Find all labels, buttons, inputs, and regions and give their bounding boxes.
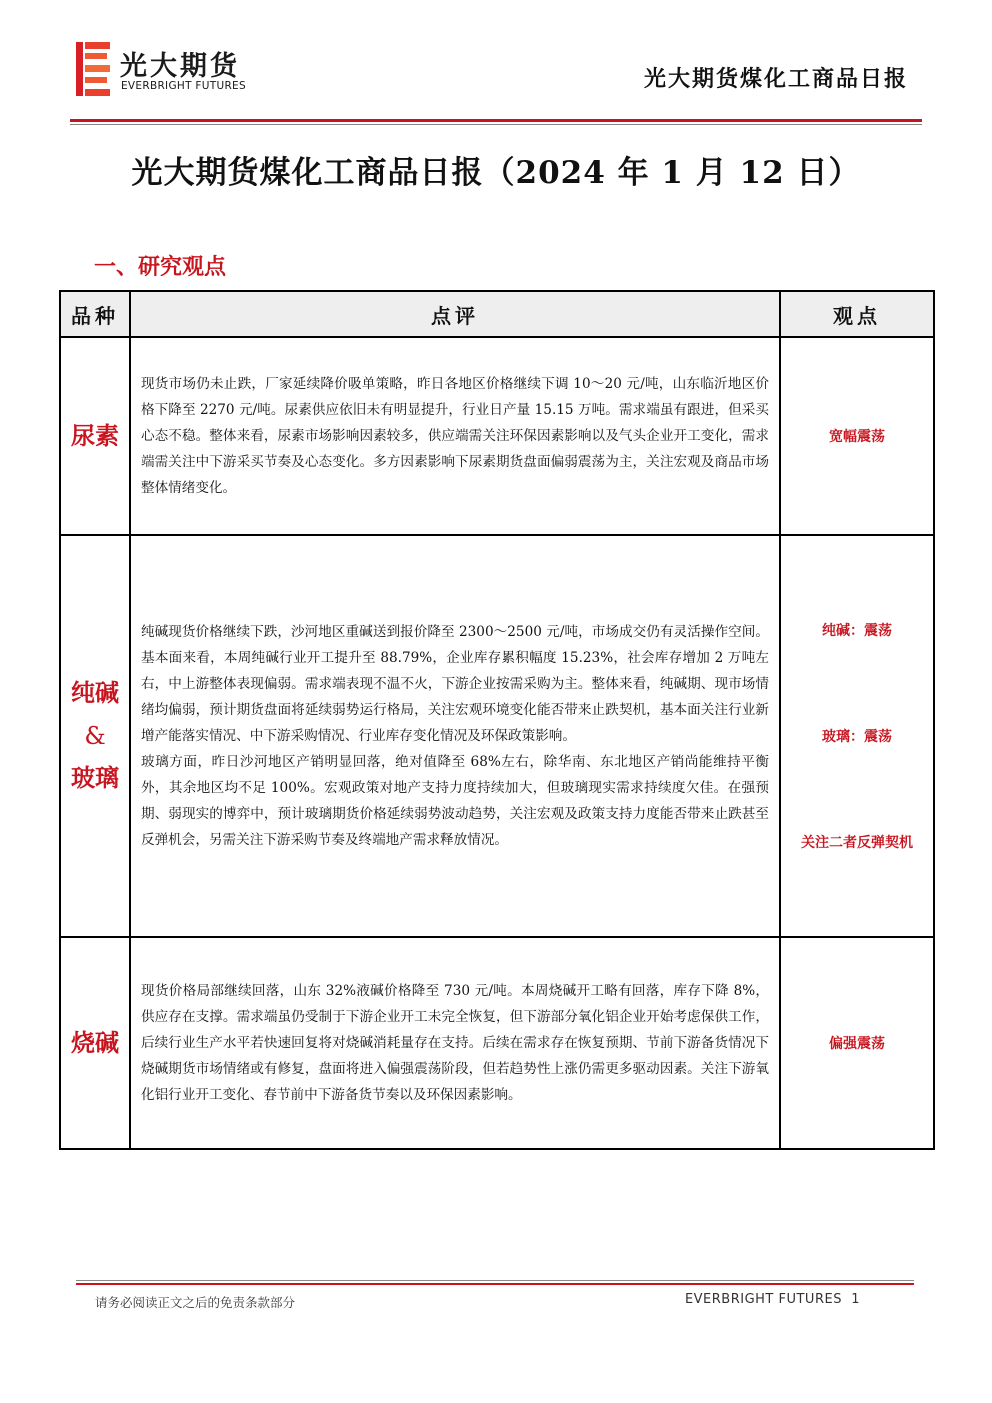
header-comment: 点评: [130, 291, 780, 337]
variety-ampersand: &: [84, 721, 106, 750]
header-divider-gray: [70, 124, 922, 125]
view-rebound: 关注二者反弹契机: [801, 835, 913, 851]
variety-urea: 尿素: [71, 420, 119, 450]
footer-divider-red: [76, 1283, 914, 1285]
comment-glass: 玻璃方面，昨日沙河地区产销明显回落，绝对值降至 68%左右，除华南、东北地区产销尚能维持平衡外，其余地区均不足 100%。宏观政策对地产支持力度持续加大，但玻璃现实需求持续度欠佳。在强预期、弱现实的博弈中，预计玻璃期货价格延续弱势波动趋势，关注宏观及政策支持力度能否带来止跌甚至反弹机会，另需关注下游采购节奏及终端地产需求释放情况。: [141, 754, 769, 848]
view-cell: [780, 337, 934, 535]
header-view: 观点: [780, 291, 934, 337]
variety-cell: [60, 937, 130, 1149]
variety-glass: 玻璃: [71, 763, 119, 793]
footer-brand-page: [685, 1292, 860, 1307]
comment-cell: [130, 937, 780, 1149]
variety-cell: [60, 535, 130, 937]
table-row-soda-ash-glass: [60, 535, 934, 937]
view-glass: 玻璃：震荡: [822, 729, 892, 745]
logo-mark-icon: [76, 42, 110, 96]
footer-disclaimer: 请务必阅读正文之后的免责条款部分: [95, 1295, 296, 1310]
comment-caustic-soda: 现货价格局部继续回落，山东 32%液碱价格降至 730 元/吨。本周烧碱开工略有回落，库存下降 8%，供应存在支撑。需求端虽仍受制于下游企业开工未完全恢复，但下游部分氧化铝企业开始考虑保供工作，后续行业生产水平若快速回复将对烧碱消耗量存在支持。后续在需求存在恢复预期、节前下游备货情况下烧碱期货市场情绪或有修复，盘面将进入偏强震荡阶段，但若趋势性上涨仍需更多驱动因素。关注下游氧化铝行业开工变化、春节前中下游备货节奏以及环保因素影响。: [141, 983, 769, 1103]
table-row-urea: [60, 337, 934, 535]
logo-name-en: EVERBRIGHT FUTURES: [121, 80, 246, 92]
view-caustic-soda: 偏强震荡: [829, 1036, 885, 1052]
section-title: 一、研究观点: [94, 254, 227, 280]
comment-urea: 现货市场仍未止跌，厂家延续降价吸单策略，昨日各地区价格继续下调 10～20 元/吨，山东临沂地区价格下降至 2270 元/吨。尿素供应依旧未有明显提升，行业日产量 15.15 万吨。需求端虽有跟进，但采买心态不稳。整体来看，尿素市场影响因素较多，供应端需关注环保因素影响以及气头企业开工变化，需求端需关注中下游采买节奏及心态变化。多方因素影响下尿素期货盘面偏弱震荡为主，关注宏观及商品市场整体情绪变化。: [141, 376, 769, 496]
table-row-caustic-soda: [60, 937, 934, 1149]
view-soda-ash: 纯碱：震荡: [822, 623, 892, 639]
company-logo: [76, 42, 286, 98]
footer-divider-gray: [76, 1280, 914, 1281]
view-urea: 宽幅震荡: [829, 429, 885, 445]
comment-cell: [130, 337, 780, 535]
variety-caustic-soda: 烧碱: [71, 1027, 119, 1057]
document-title: 光大期货煤化工商品日报（2024 年 1 月 12 日）: [131, 155, 861, 191]
header-title: 光大期货煤化工商品日报: [643, 66, 908, 92]
view-cell: [780, 535, 934, 937]
header-variety: 品种: [60, 291, 130, 337]
logo-name-cn: 光大期货: [120, 51, 240, 82]
footer-brand: EVERBRIGHT FUTURES: [684, 1292, 842, 1307]
view-cell: [780, 937, 934, 1149]
variety-soda-ash: 纯碱: [71, 677, 119, 707]
header-divider-red: [70, 119, 922, 122]
comment-cell: [130, 535, 780, 937]
comment-soda-ash: 纯碱现货价格继续下跌，沙河地区重碱送到报价降至 2300～2500 元/吨，市场成交仍有灵活操作空间。基本面来看，本周纯碱行业开工提升至 88.79%，企业库存累积幅度 15.23%，社会库存增加 2 万吨左右，中上游整体表现偏弱。需求端表现不温不火，下游企业按需采购为主。整体来看，纯碱期、现市场情绪均偏弱，预计期货盘面将延续弱势运行格局，关注宏观环境变化能否带来止跌契机，基本面关注行业新增产能落实情况、中下游采购情况、行业库存变化情况及环保政策影响。: [141, 624, 769, 744]
research-views-table: [59, 290, 935, 1150]
variety-cell: [60, 337, 130, 535]
table-header-row: [60, 291, 934, 337]
page-number: 1: [851, 1292, 860, 1307]
